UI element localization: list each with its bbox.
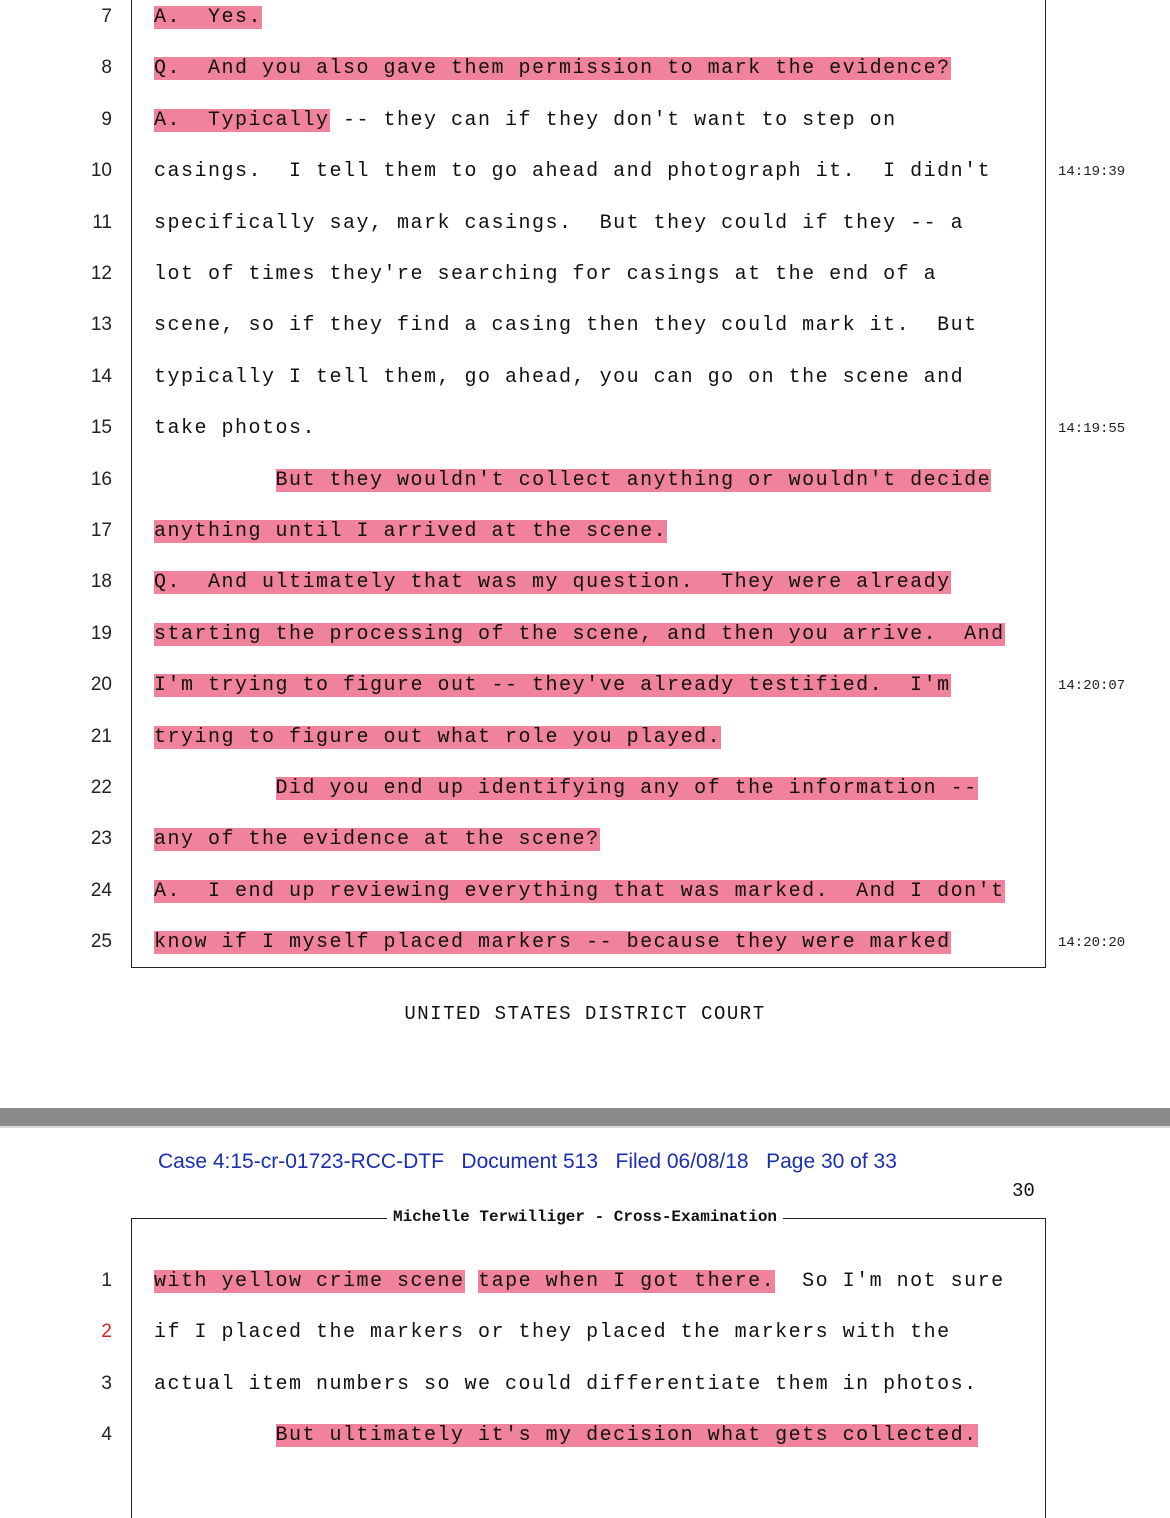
plain-text: -- they can if they don't want to step on [329,108,897,132]
transcript-line [0,469,1170,521]
transcript-line [0,880,1170,932]
highlighted-text: A. Typically [154,108,330,132]
transcript-line [0,828,1170,880]
line-number: 21 [90,725,112,747]
line-number: 3 [101,1372,112,1394]
transcript-line [0,109,1170,161]
line-number: 19 [90,622,112,644]
line-number: 8 [101,57,112,79]
line-number: 15 [90,417,112,439]
page-separator [0,1108,1170,1128]
highlighted-text: starting the processing of the scene, and then you arrive. And [154,622,1005,646]
plain-text [154,777,276,800]
line-text [154,160,991,183]
transcript-line [0,1270,1170,1322]
line-number: 17 [90,520,112,541]
transcript-line [0,417,1170,469]
transcript-line [0,1321,1170,1373]
line-text [154,777,978,800]
highlighted-text: A. I end up reviewing everything that was marked. And I don't [154,879,1005,903]
line-text [154,674,951,697]
line-text [154,571,951,594]
transcript-line [0,6,1170,58]
case-header: Case 4:15-cr-01723-RCC-DTF Document 513 Filed 06/08/18 Page 30 of 33 [158,1150,897,1173]
highlighted-text: I'm trying to figure out -- they've already testified. I'm [154,674,951,698]
transcript-line [0,623,1170,675]
line-number: 12 [90,263,112,284]
plain-text [154,1424,276,1447]
highlighted-text: any of the evidence at the scene? [154,828,600,852]
highlighted-text: Q. And ultimately that was my question. They were already [154,571,951,595]
line-number: 18 [90,571,112,593]
line-text [154,520,667,543]
line-text [154,1321,951,1344]
transcript-line [0,314,1170,366]
timestamp: 14:20:07 [1058,678,1126,695]
plain-text: take photos. [154,417,317,441]
transcript-line [0,263,1170,315]
plain-text: typically I tell them, go ahead, you can go on the scene and [154,365,965,389]
transcript-line [0,160,1170,212]
plain-text: if I placed the markers or they placed the markers with the [154,1321,951,1345]
line-text [154,263,937,286]
line-number: 7 [101,6,112,27]
transcript-line [0,1424,1170,1476]
plain-text: lot of times they're searching for casings at the end of a [154,263,938,286]
line-text [154,1373,978,1396]
highlighted-text: trying to figure out what role you played. [154,725,722,749]
transcript-line [0,520,1170,572]
line-text [154,880,1005,903]
highlighted-text: with yellow crime scene [154,1270,465,1293]
witness-title [0,1208,1170,1226]
court-footer: UNITED STATES DISTRICT COURT [404,1003,766,1025]
transcript-line [0,674,1170,726]
plain-text [154,469,276,492]
line-number: 1 [101,1270,112,1291]
line-number: 23 [90,828,112,850]
line-text [154,314,978,337]
line-text [154,726,721,749]
highlighted-text: A. Yes. [154,6,263,29]
line-text [154,469,991,492]
highlighted-text: Did you end up identifying any of the information -- [275,777,978,800]
plain-text: casings. I tell them to go ahead and photograph it. I didn't [154,160,992,184]
transcript-line [0,1373,1170,1425]
line-text [154,931,951,954]
plain-text: So I'm not sure [775,1270,1005,1293]
line-number: 24 [90,879,112,901]
page-number: 30 [1012,1180,1035,1202]
line-number: 4 [101,1424,112,1446]
line-number: 13 [90,314,112,336]
line-text [154,212,964,235]
highlighted-text: tape when I got there. [478,1270,776,1293]
line-text [154,1424,978,1447]
transcript-line [0,777,1170,829]
line-number: 14 [90,365,112,387]
plain-text [465,1270,479,1293]
highlighted-text: Q. And you also gave them permission to mark the evidence? [154,57,951,81]
timestamp: 14:19:55 [1058,421,1126,438]
line-number: 10 [90,160,112,182]
line-number: 20 [90,674,112,696]
highlighted-text: anything until I arrived at the scene. [154,520,668,543]
line-text [154,109,897,132]
plain-text: specifically say, mark casings. But they could if they -- a [154,211,965,235]
line-number: 25 [90,931,112,953]
witness-title-text: Michelle Terwilliger - Cross-Examination [387,1208,783,1226]
highlighted-text: But they wouldn't collect anything or wouldn't decide [275,468,992,492]
line-number: 2 [101,1321,112,1343]
plain-text: scene, so if they find a casing then they could mark it. But [154,314,978,338]
line-text [154,417,316,440]
transcript-page-30 [0,1128,1170,1480]
line-text [154,828,600,851]
line-text [154,366,964,389]
transcript-line [0,57,1170,109]
transcript-line [0,212,1170,264]
line-text [154,1270,1005,1293]
timestamp: 14:19:39 [1058,164,1126,181]
line-text [154,6,262,29]
transcript-line [0,931,1170,983]
transcript-line [0,726,1170,778]
transcript-line [0,366,1170,418]
line-text [154,57,951,80]
line-number: 9 [101,108,112,130]
line-number: 16 [90,468,112,490]
plain-text: actual item numbers so we could differentiate them in photos. [154,1372,978,1396]
highlighted-text: But ultimately it's my decision what gets collected. [275,1424,978,1448]
line-text [154,623,1005,646]
line-number: 22 [90,777,112,798]
line-number: 11 [92,211,112,233]
timestamp: 14:20:20 [1058,935,1126,952]
highlighted-text: know if I myself placed markers -- because they were marked [154,931,951,955]
transcript-line [0,571,1170,623]
